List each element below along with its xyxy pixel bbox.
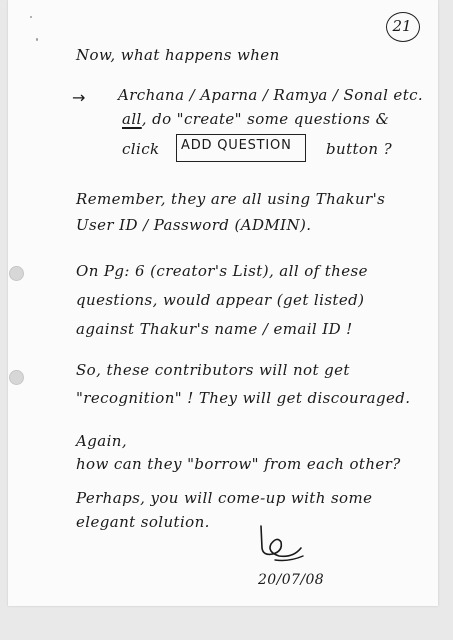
- line-3-rest: , do "create" some questions &: [141, 110, 390, 128]
- line-10: So, these contributors will not get: [76, 361, 350, 379]
- line-4-rest: button ?: [326, 140, 393, 158]
- signature-mark: [255, 518, 315, 568]
- add-question-label: ADD QUESTION: [181, 138, 292, 153]
- line-6: User ID / Password (ADMIN).: [76, 216, 312, 234]
- line-13: how can they "borrow" from each other?: [76, 455, 401, 473]
- line-4-click: click: [122, 140, 160, 158]
- emphasis-all: all: [122, 110, 142, 128]
- paper-speck: [36, 38, 38, 41]
- signature-date: 20/07/08: [258, 572, 325, 588]
- line-5: Remember, they are all using Thakur's: [76, 190, 386, 208]
- page-number: 21: [392, 17, 412, 35]
- right-arrow-icon: →: [72, 88, 86, 107]
- punch-hole: [9, 266, 24, 281]
- line-2: Archana / Aparna / Ramya / Sonal etc.: [118, 86, 424, 104]
- paper-speck: [30, 16, 32, 18]
- line-8: questions, would appear (get listed): [76, 291, 365, 309]
- line-7: On Pg: 6 (creator's List), all of these: [76, 262, 368, 280]
- line-15: elegant solution.: [76, 513, 210, 531]
- line-1: Now, what happens when: [76, 46, 280, 64]
- punch-hole: [9, 370, 24, 385]
- line-12: Again,: [76, 432, 128, 450]
- line-3: [122, 110, 389, 128]
- line-11: "recognition" ! They will get discouraged.: [76, 389, 411, 407]
- line-9: against Thakur's name / email ID !: [76, 320, 353, 338]
- line-14: Perhaps, you will come-up with some: [76, 489, 373, 507]
